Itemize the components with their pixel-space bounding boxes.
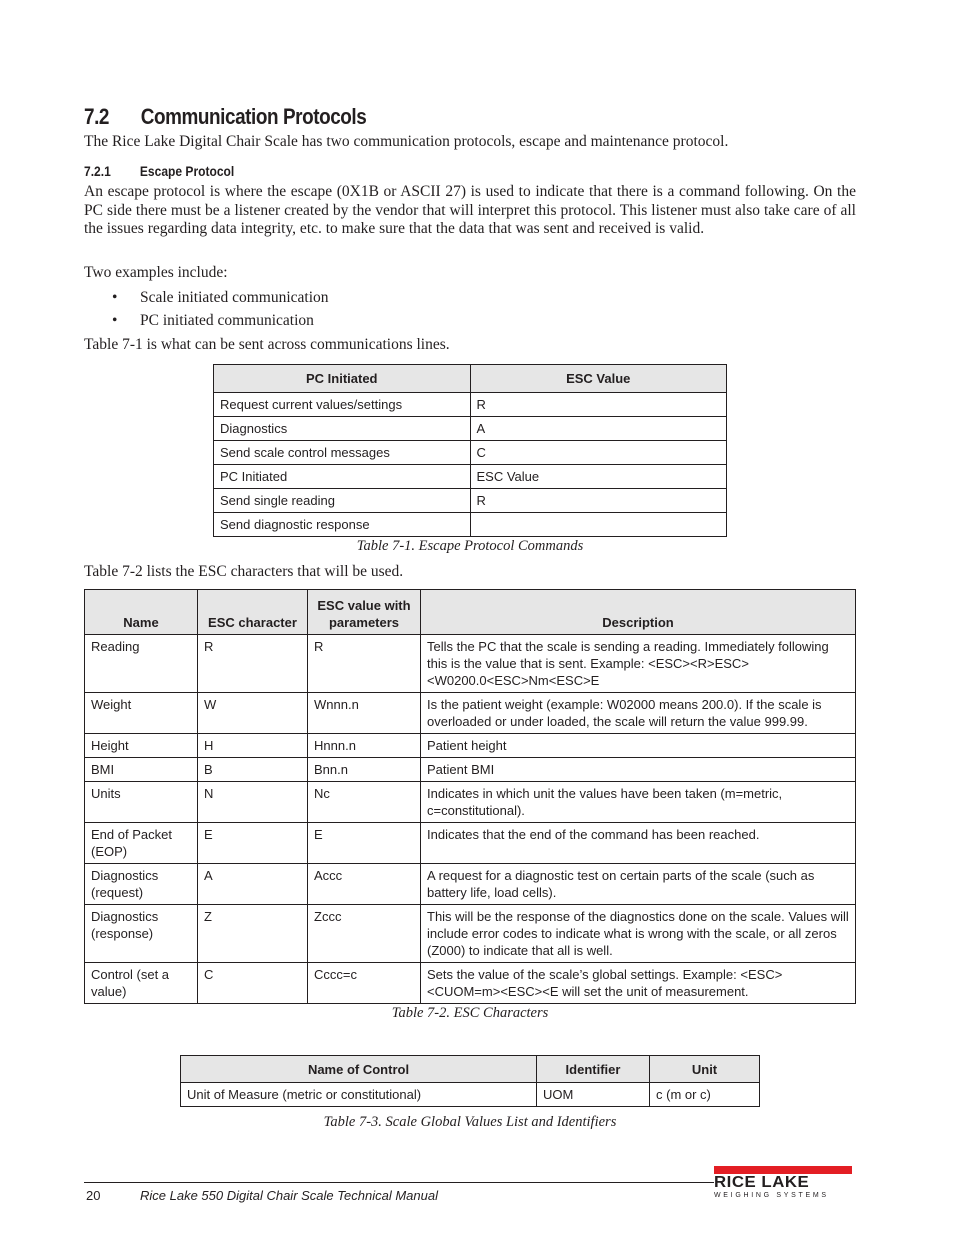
logo-red-bar <box>714 1166 852 1174</box>
table1-intro: Table 7-1 is what can be sent across communications lines. <box>84 336 450 353</box>
table-header-row <box>85 590 856 635</box>
table-row: BMI B Bnn.n Patient BMI <box>85 758 856 782</box>
table3-caption: Table 7-3. Scale Global Values List and Identifiers <box>323 1114 617 1130</box>
escape-protocol-paragraph: An escape protocol is where the escape (0X1B or ASCII 27) is used to indicate that there is a command following. On the PC side there must be a listener created by the vendor that will interpret this protocol. This listener must also take care of all the issues regarding data integrity, etc. to make sure that the data that was sent and received is valid. <box>84 183 856 238</box>
logo-wordmark: RICE LAKE <box>714 1174 810 1191</box>
subsection-heading <box>84 163 234 179</box>
page-number: 20 <box>86 1188 101 1203</box>
escape-protocol-commands-table <box>213 364 727 537</box>
bullet-icon: • <box>112 312 118 329</box>
footer-rule <box>84 1182 714 1183</box>
table-row: Control (set a value) C Cccc=c Sets the value of the scale’s global settings. Example: <ESC><CUOM=m><ESC><E will set the unit of measurement. <box>85 963 856 1004</box>
table-row: PC Initiated ESC Value <box>214 465 727 489</box>
column-header: ESC Value <box>470 365 727 393</box>
logo-subtext: WEIGHING SYSTEMS <box>714 1192 829 1199</box>
table-row: Diagnostics (request) A Accc A request for a diagnostic test on certain parts of the scale (such as battery life, load cells). <box>85 864 856 905</box>
column-header: ESC value with parameters <box>308 590 421 635</box>
table-row: Diagnostics (response) Z Zccc This will be the response of the diagnostics done on the scale. Values will include error codes to indicate what is wrong with the scale, or all zeros (Z000) to indicate that all is well. <box>85 905 856 963</box>
column-header: Description <box>421 590 856 635</box>
table-header-row <box>214 365 727 393</box>
table-row: Send diagnostic response <box>214 513 727 537</box>
scale-global-values-table <box>180 1055 760 1107</box>
examples-intro: Two examples include: <box>84 264 228 281</box>
manual-title: Rice Lake 550 Digital Chair Scale Technical Manual <box>140 1188 438 1203</box>
table2-intro: Table 7-2 lists the ESC characters that will be used. <box>84 563 404 580</box>
table-row: Units N Nc Indicates in which unit the values have been taken (m=metric, c=constitutional). <box>85 782 856 823</box>
column-header: Name <box>85 590 198 635</box>
table-row: Send scale control messages C <box>214 441 727 465</box>
table-header-row <box>181 1056 760 1083</box>
subsection-number: 7.2.1 <box>84 163 111 179</box>
section-intro: The Rice Lake Digital Chair Scale has two communication protocols, escape and maintenance protocol. <box>84 133 729 150</box>
table-row: Weight W Wnnn.n Is the patient weight (example: W02000 means 200.0). If the scale is overloaded or under loaded, the scale will return the value 999.99. <box>85 693 856 734</box>
table-row: Unit of Measure (metric or constitutional) UOM c (m or c) <box>181 1083 760 1107</box>
table-row: Reading R R Tells the PC that the scale is sending a reading. Immediately following this is the value that is sent. Example: <ESC><R>ESC><W0200.0<ESC>Nm<ESC>E <box>85 635 856 693</box>
esc-characters-table <box>84 589 856 1004</box>
section-title: Communication Protocols <box>140 104 367 129</box>
bullet-icon: • <box>112 289 118 306</box>
table-row: Height H Hnnn.n Patient height <box>85 734 856 758</box>
column-header: PC Initiated <box>214 365 471 393</box>
section-heading <box>84 104 366 130</box>
table-row: Request current values/settings R <box>214 393 727 417</box>
table2-caption: Table 7-2. ESC Characters <box>391 1005 549 1021</box>
table-row: Diagnostics A <box>214 417 727 441</box>
section-number: 7.2 <box>84 104 110 129</box>
subsection-title: Escape Protocol <box>139 163 235 179</box>
rice-lake-logo <box>714 1166 852 1200</box>
table-row: End of Packet (EOP) E E Indicates that the end of the command has been reached. <box>85 823 856 864</box>
bullet-item: • PC initiated communication <box>112 312 314 329</box>
column-header: Unit <box>650 1056 760 1083</box>
table1-caption: Table 7-1. Escape Protocol Commands <box>356 538 584 554</box>
column-header: ESC character <box>198 590 308 635</box>
column-header: Identifier <box>537 1056 650 1083</box>
bullet-item: • Scale initiated communication <box>112 289 329 306</box>
column-header: Name of Control <box>181 1056 537 1083</box>
table-row: Send single reading R <box>214 489 727 513</box>
